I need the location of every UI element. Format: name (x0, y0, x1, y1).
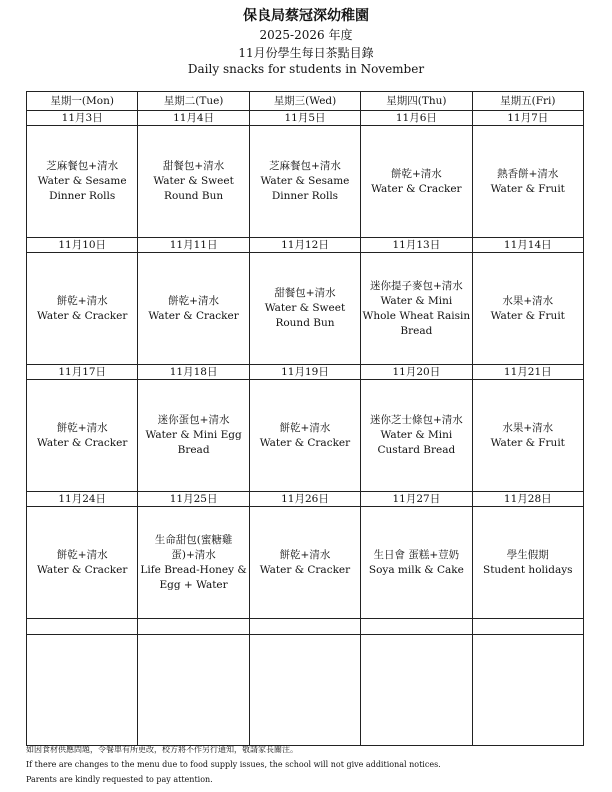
date-cell: 11月7日 (472, 111, 583, 126)
snack-en: Water & Fruit (490, 436, 565, 449)
empty-cell (249, 635, 360, 746)
snack-cell (138, 126, 249, 238)
date-row (27, 492, 584, 507)
date-cell: 11月26日 (249, 492, 360, 507)
date-row (27, 111, 584, 126)
snack-en: Water & Cracker (36, 563, 128, 576)
date-cell: 11月5日 (249, 111, 360, 126)
snack-en: Water & Cracker (148, 309, 239, 322)
snack-cell (361, 126, 472, 238)
snack-row (27, 126, 584, 238)
snack-zh: 迷你蛋包+清水 (157, 414, 230, 426)
snack-en: Water & Cracker (36, 436, 128, 449)
empty-cell (138, 619, 249, 635)
weekday-header-row (27, 92, 584, 111)
snack-zh: 學生假期 (506, 548, 549, 561)
snack-row (27, 253, 584, 365)
date-row (27, 238, 584, 253)
snack-cell (249, 126, 360, 238)
snack-zh: 熱香餅+清水 (497, 167, 559, 180)
snack-zh: 迷你提子麥包+清水 (369, 279, 463, 292)
page-title-en: Daily snacks for students in November (187, 62, 425, 76)
snack-en: Water & Mini Whole Wheat Raisin Bread (362, 294, 471, 337)
snack-en: Water & Fruit (490, 182, 565, 195)
snack-cell (138, 253, 249, 365)
snack-row (27, 380, 584, 492)
school-name: 保良局蔡冠深幼稚園 (243, 8, 369, 24)
empty-cell (472, 619, 583, 635)
snack-cell (249, 507, 360, 619)
date-row (27, 365, 584, 380)
empty-cell (361, 635, 472, 746)
page-title-zh: 11月份學生每日茶點目錄 (238, 46, 374, 60)
snack-en: Water & Mini Egg Bread (145, 429, 242, 456)
snack-en: Water & Mini Custard Bread (377, 429, 456, 456)
date-cell: 11月17日 (27, 365, 138, 380)
day-header-wed: 星期三(Wed) (249, 92, 360, 111)
snack-cell (138, 507, 249, 619)
snack-zh: 水果+清水 (502, 294, 554, 307)
date-cell: 11月3日 (27, 111, 138, 126)
snack-en: Water & Cracker (371, 182, 462, 195)
date-cell: 11月4日 (138, 111, 249, 126)
empty-cell (27, 619, 138, 635)
snack-zh: 餅乾+清水 (168, 294, 219, 307)
snack-zh: 迷你芝士條包+清水 (369, 414, 463, 426)
footer-note-zh: 如因食材供應問題，令餐單有所更改，校方將不作另行通知，敬請家長關注。 (26, 745, 298, 754)
date-cell: 11月6日 (361, 111, 472, 126)
school-year: 2025-2026 年度 (259, 28, 353, 42)
date-cell: 11月24日 (27, 492, 138, 507)
empty-snack-row (27, 635, 584, 746)
day-header-tue: 星期二(Tue) (138, 92, 249, 111)
snack-en: Student holidays (483, 563, 573, 576)
date-cell: 11月10日 (27, 238, 138, 253)
snack-cell (472, 253, 583, 365)
date-cell: 11月19日 (249, 365, 360, 380)
date-cell: 11月18日 (138, 365, 249, 380)
empty-cell (138, 635, 249, 746)
empty-date-row (27, 619, 584, 635)
empty-cell (249, 619, 360, 635)
snack-cell (361, 380, 472, 492)
snack-cell (138, 380, 249, 492)
snack-zh: 芝麻餐包+清水 (269, 160, 341, 172)
snack-cell (361, 507, 472, 619)
date-cell: 11月13日 (361, 238, 472, 253)
day-header-fri: 星期五(Fri) (472, 92, 583, 111)
snack-en: Water & Cracker (36, 309, 128, 322)
snack-zh: 甜餐包+清水 (162, 160, 225, 172)
snack-zh: 生日會 蛋糕+荳奶 (373, 548, 460, 561)
snack-cell (249, 253, 360, 365)
snack-en: Water & Sesame Dinner Rolls (37, 175, 127, 202)
snack-cell (472, 126, 583, 238)
date-cell: 11月25日 (138, 492, 249, 507)
snack-zh: 水果+清水 (502, 421, 554, 434)
snack-zh: 餅乾+清水 (56, 294, 108, 307)
snack-cell (27, 126, 138, 238)
day-header-thu: 星期四(Thu) (361, 92, 472, 111)
snack-en: Water & Cracker (259, 563, 351, 576)
snack-en: Water & Cracker (259, 436, 351, 449)
snack-zh: 餅乾+清水 (56, 548, 108, 561)
snack-cell (361, 253, 472, 365)
snack-zh: 餅乾+清水 (279, 421, 331, 434)
date-cell: 11月11日 (138, 238, 249, 253)
empty-cell (27, 635, 138, 746)
date-cell: 11月21日 (472, 365, 583, 380)
snack-row (27, 507, 584, 619)
snack-zh: 甜餐包+清水 (274, 287, 336, 299)
snack-cell (27, 380, 138, 492)
date-cell: 11月12日 (249, 238, 360, 253)
snack-zh: 餅乾+清水 (56, 421, 108, 434)
date-cell: 11月14日 (472, 238, 583, 253)
snack-cell (472, 507, 583, 619)
footer-note-en-1: If there are changes to the menu due to food supply issues, the school will not give additional notices. (26, 760, 441, 769)
snack-en: Water & Sweet Round Bun (264, 302, 346, 329)
footer-note-en-2: Parents are kindly requested to pay attention. (26, 775, 213, 784)
date-cell: 11月27日 (361, 492, 472, 507)
snack-cell (249, 380, 360, 492)
date-cell: 11月20日 (361, 365, 472, 380)
snack-zh: 餅乾+清水 (390, 167, 442, 180)
snack-en: Water & Sweet Round Bun (153, 175, 234, 202)
snack-zh: 芝麻餐包+清水 (46, 160, 119, 172)
snack-zh: 餅乾+清水 (279, 548, 331, 561)
snack-en: Soya milk & Cake (368, 563, 464, 576)
day-header-mon: 星期一(Mon) (27, 92, 138, 111)
snack-cell (27, 253, 138, 365)
snack-en: Life Bread-Honey & Egg + Water (140, 563, 247, 591)
date-cell: 11月28日 (472, 492, 583, 507)
empty-cell (472, 635, 583, 746)
snack-cell (27, 507, 138, 619)
snack-en: Water & Sesame Dinner Rolls (260, 175, 350, 202)
snack-en: Water & Fruit (490, 309, 565, 322)
empty-cell (361, 619, 472, 635)
snack-menu-table (26, 91, 584, 746)
snack-cell (472, 380, 583, 492)
snack-zh: 生命甜包(蜜糖雞蛋)+清水 (154, 533, 233, 561)
